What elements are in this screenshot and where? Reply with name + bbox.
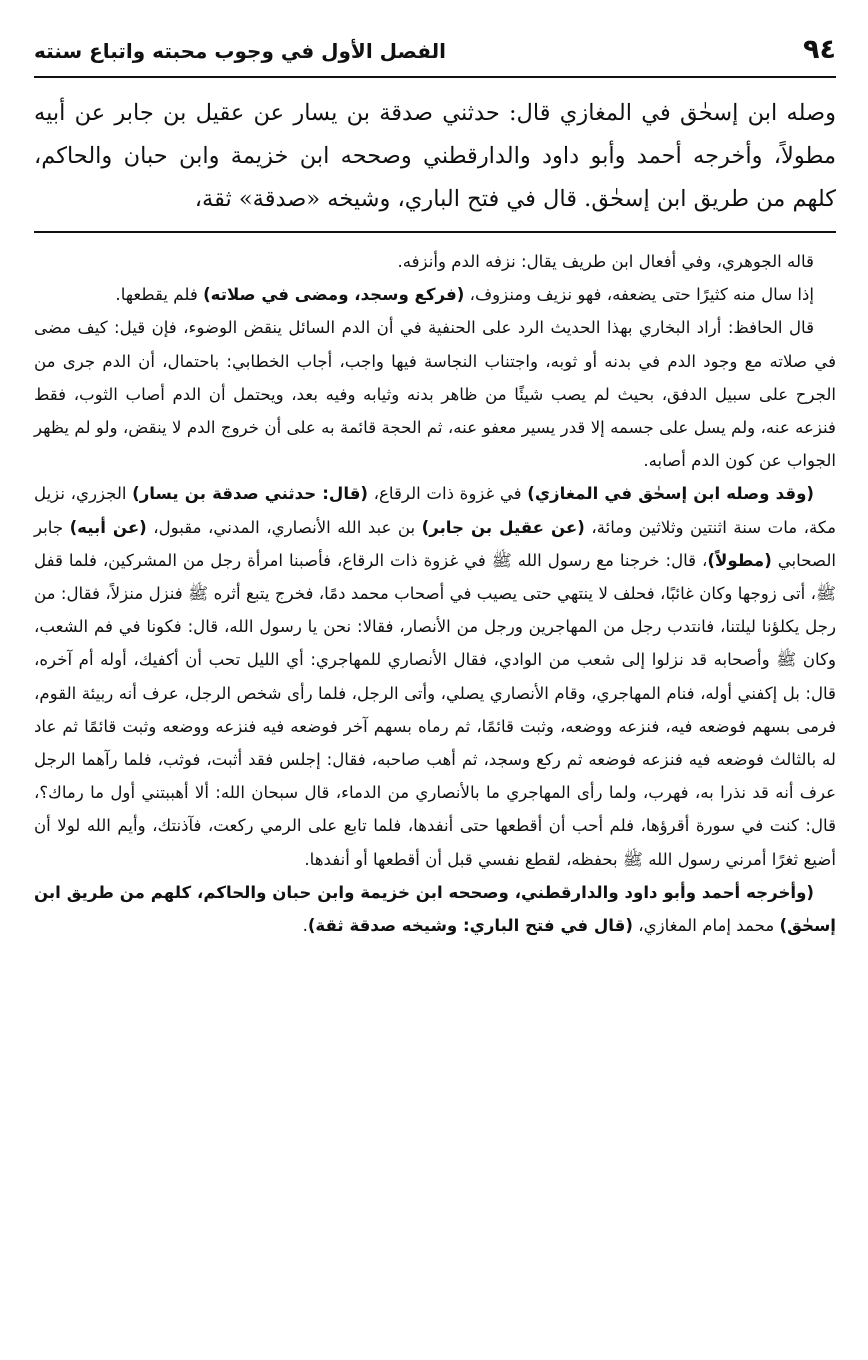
quoted-text: (فركع وسجد، ومضى في صلاته) xyxy=(203,285,465,305)
main-text xyxy=(34,92,836,221)
main-paragraph: وصله ابن إسحٰق في المغازي قال: حدثني صدقة بن يسار عن عقيل بن جابر عن أبيه مطولاً، وأخرجه أحمد وأبو داود والدارقطني وصححه ابن خزيمة وابن حبان والحاكم، كلهم من طريق ابن إسحٰق. قال في فتح الباري، وشيخه «صدقة» ثقة، xyxy=(34,100,836,212)
commentary-text: الجزري، نزيل مكة، مات سنة اثنتين وثلاثين ومائة، xyxy=(34,484,836,537)
commentary-text: جابر الصحابي xyxy=(34,517,836,570)
quoted-text: (وأخرجه أحمد وأبو داود والدارقطني، وصححه ابن خزيمة وابن حبان والحاكم، كلهم من طريق ابن إسحٰق) xyxy=(34,882,836,936)
commentary xyxy=(34,245,836,942)
commentary-text: فلم يقطعها. xyxy=(115,285,204,305)
quoted-text: (عن عقيل بن جابر) xyxy=(421,517,585,537)
commentary-text: في غزوة ذات الرقاع، xyxy=(368,484,528,504)
footnote-divider xyxy=(34,231,836,233)
commentary-paragraph: قاله الجوهري، وفي أفعال ابن طريف يقال: نزفه الدم وأنزفه. xyxy=(397,252,814,271)
commentary-text: إذا سال منه كثيرًا حتى يضعفه، فهو نزيف ومنزوف، xyxy=(464,285,814,305)
commentary-paragraph: قال الحافظ: أراد البخاري بهذا الحديث الرد على الحنفية في أن الدم السائل ينقض الوضوء، فإن قيل: كيف مضى في صلاته مع وجود الدم في بدنه أو ثوبه، واجتناب النجاسة فيها واجب، أجاب الخطابي: باحتمال، أن الدم جرى من الجرح على سبيل الدفق، بحيث لم يصب شيئًا من ظاهر بدنه وثيابه وفيه بعد، ويحتمل أن الدم أصاب الثوب، فقط فنزعه عنه، ولم يسل على جسمه إلا قدر يسير معفو عنه، ثم الحجة قائمة به على أن خروج الدم لا ينقض، ولو لم يظهر الجواب عن كون الدم أصابه. xyxy=(34,318,836,471)
quoted-text: (عن أبيه) xyxy=(69,517,147,537)
page-number: ٩٤ xyxy=(803,34,836,65)
book-page xyxy=(34,34,836,942)
commentary-text: . xyxy=(302,916,308,936)
running-title: الفصل الأول في وجوب محبته واتباع سنته xyxy=(34,39,446,63)
commentary-paragraph xyxy=(34,477,836,875)
quoted-text: (قال في فتح الباري: وشيخه صدقة ثقة) xyxy=(307,916,633,936)
page-header xyxy=(34,34,836,74)
commentary-paragraph xyxy=(34,876,836,942)
header-rule xyxy=(34,76,836,78)
quoted-text: (وقد وصله ابن إسحٰق في المغازي) xyxy=(527,484,814,504)
commentary-text: محمد إمام المغازي، xyxy=(632,916,780,936)
commentary-paragraph xyxy=(34,278,836,311)
quoted-text: (مطولاً) xyxy=(707,550,772,570)
commentary-text: ، قال: خرجنا مع رسول الله ﷺ في غزوة ذات الرقاع، فأصبنا امرأة رجل من المشركين، فلما قفل ﷺ، أتى زوجها وكان غائبًا، فحلف لا ينتهي حتى يصيب في أصحاب محمد دمًا، فخرج يتبع أثره ﷺ فنزل منزلاً، فقال: من رجل يكلؤنا ليلتنا، فانتدب رجل من المهاجرين ورجل من الأنصار، فقالا: نحن يا رسول الله، قال: فكونا في فم الشعب، وكان ﷺ وأصحابه قد نزلوا إلى شعب من الوادي، فقال الأنصاري للمهاجري: أي الليل تحب أن أكفيك، أوله أم آخره، قال: بل إكفني أوله، فنام المهاجري، وقام الأنصاري يصلي، وأتى الرجل، فلما رأى شخص الرجل، عرف أنه ربيئة القوم، فرمى بسهم فوضعه فيه، فنزعه ووضعه، وثبت قائمًا، ثم رماه بسهم آخر فوضعه فيه فنزعه ووضعه وثبت قائمًا ثم عاد له بالثالث فوضعه فيه فنزعه فوضعه ثم ركع وسجد، ثم أهب صاحبه، فقال: إجلس فقد أثبت، فوثب، فلما رآهما الرجل عرف أنه قد نذرا به، فهرب، ولما رأى المهاجري ما بالأنصاري من الدماء، قال سبحان الله: ألا أهببتني أول ما رماك؟، قال: كنت في سورة أقرؤها، فلم أحب أن أقطعها حتى أنفدها، فلما تابع على الرمي ركعت، فآذنتك، وأيم الله لولا أن أضيع ثغرًا أمرني رسول الله ﷺ بحفظه، لقطع نفسي قبل أن أقطعها أو أنفدها. xyxy=(34,550,836,869)
quoted-text: (قال: حدثني صدقة بن يسار) xyxy=(132,484,369,504)
commentary-text: بن عبد الله الأنصاري، المدني، مقبول، xyxy=(146,517,422,537)
